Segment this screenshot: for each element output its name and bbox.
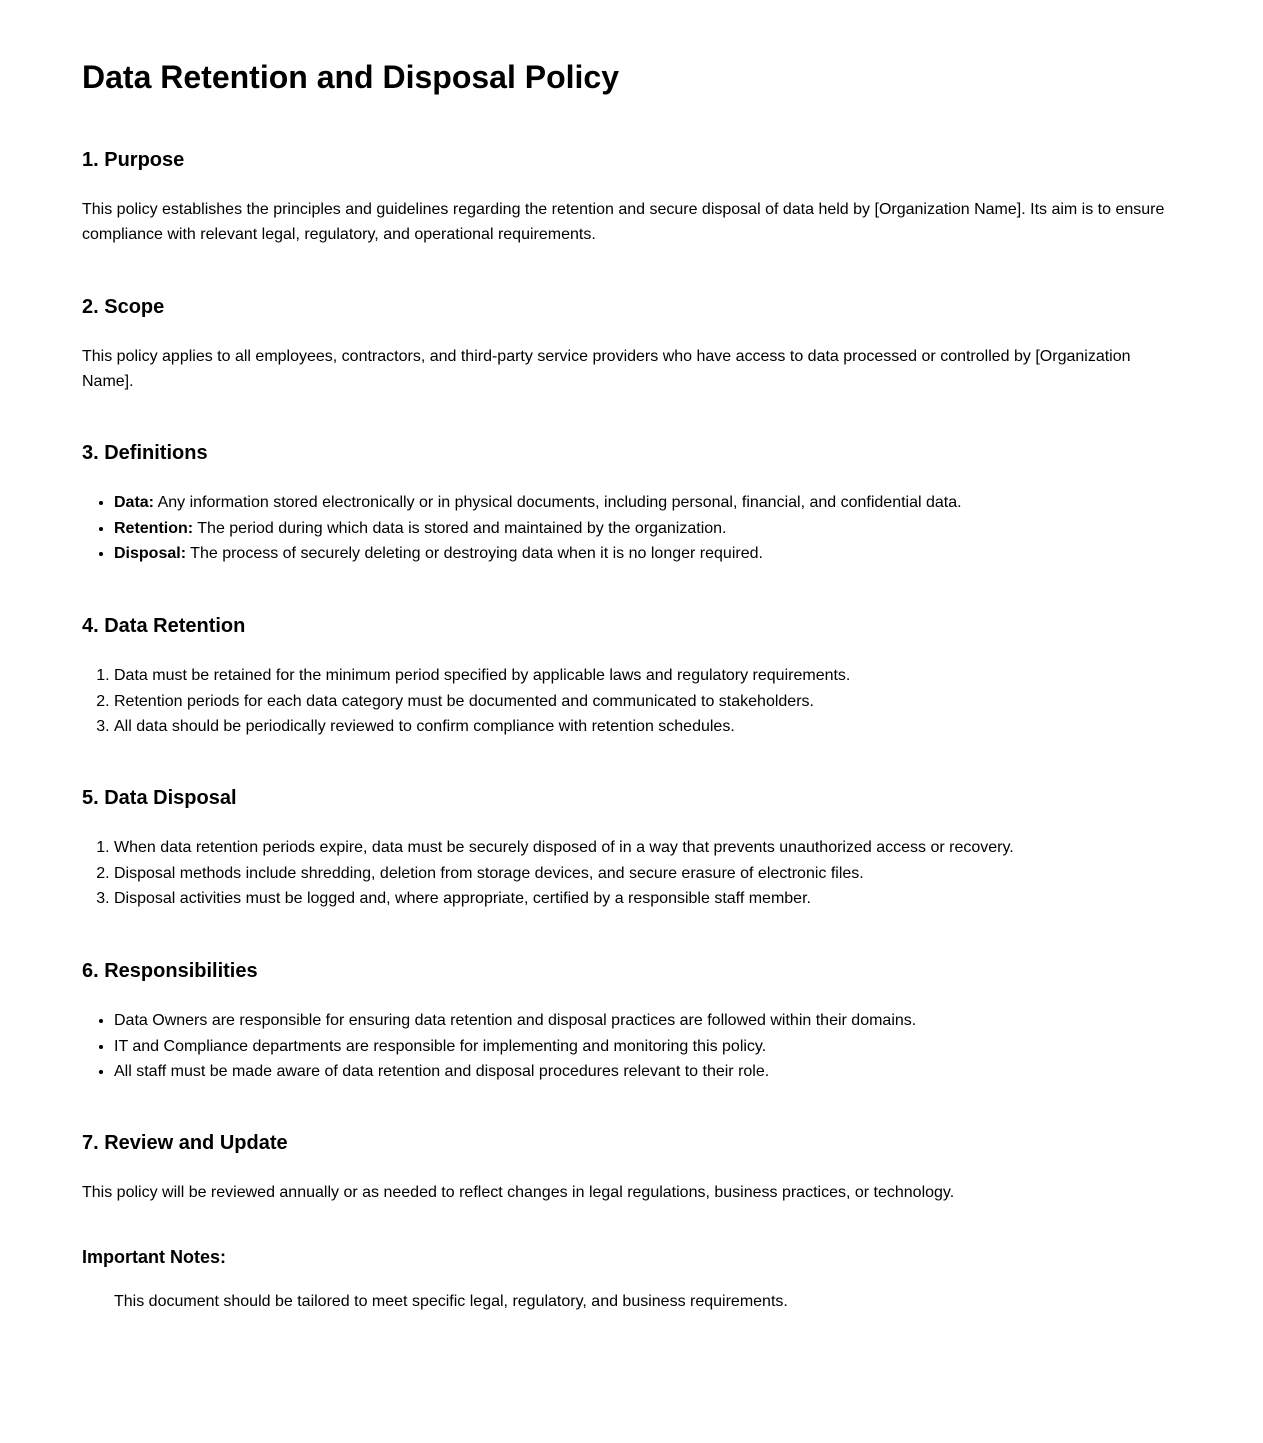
section-review-update [82,1131,1172,1205]
definitions-list [82,490,1172,567]
list-item [114,541,1172,567]
responsibilities-list [82,1008,1172,1085]
list-item [114,490,1172,516]
list-item: 1. Data must be retained for the minimum period specified by applicable laws and regulatory requirements. [114,663,1172,689]
section-definitions [82,441,1172,567]
important-notes [82,1245,1172,1315]
list-item: 2. Disposal methods include shredding, deletion from storage devices, and secure erasure of electronic files. [114,861,1172,887]
section-text: This policy establishes the principles and guidelines regarding the retention and secure disposal of data held by [Organization Name]. Its aim is to ensure compliance with relevant legal, regulatory, and operational requirements. [82,201,1165,243]
definition-term: Disposal: [114,545,187,563]
list-item: 3. Disposal activities must be logged and, where appropriate, certified by a responsible staff member. [114,886,1172,912]
section-heading: 6. Responsibilities [82,960,258,982]
section-data-disposal [82,786,1172,912]
list-item: 2. Retention periods for each data category must be documented and communicated to stakeholders. [114,689,1172,715]
list-item [114,516,1172,542]
section-text: This policy applies to all employees, contractors, and third-party service providers who have access to data processed or controlled by [Organization Name]. [82,348,1131,390]
definition-term: Data: [114,494,155,511]
list-item: 3. All data should be periodically reviewed to confirm compliance with retention schedules. [114,714,1172,740]
section-data-retention [82,614,1172,740]
section-heading: 5. Data Disposal [82,787,237,809]
list-item: • IT and Compliance departments are responsible for implementing and monitoring this policy. [114,1034,1172,1060]
definition-desc: The period during which data is stored and maintained by the organization. [193,519,727,537]
section-heading: 1. Purpose [82,149,185,171]
list-item: • All staff must be made aware of data retention and disposal procedures relevant to their role. [114,1059,1172,1085]
definition-term: Retention: [114,519,194,537]
section-heading: 7. Review and Update [82,1132,288,1154]
retention-list [82,663,1172,740]
section-text: This policy will be reviewed annually or as needed to reflect changes in legal regulations, business practices, or technology. [82,1184,955,1201]
list-item: This document should be tailored to meet specific legal, regulatory, and business requirements. [114,1293,788,1310]
policy-document [82,0,1172,1310]
definition-desc: The process of securely deleting or destroying data when it is no longer required. [186,545,763,563]
section-heading: 3. Definitions [82,442,208,464]
disposal-list [82,835,1172,912]
section-scope [82,295,1172,394]
page-title: Data Retention and Disposal Policy [82,59,619,95]
definition-desc: Any information stored electronically or in physical documents, including personal, financial, and confidential data. [154,494,962,511]
notes-heading: Important Notes: [82,1247,226,1267]
list-item: 1. When data retention periods expire, data must be securely disposed of in a way that prevents unauthorized access or recovery. [114,835,1172,861]
section-purpose [82,148,1172,247]
list-item: • Data Owners are responsible for ensuring data retention and disposal practices are followed within their domains. [114,1008,1172,1034]
section-responsibilities [82,959,1172,1085]
notes-list [82,1289,1172,1315]
section-heading: 4. Data Retention [82,615,246,637]
section-heading: 2. Scope [82,296,165,318]
